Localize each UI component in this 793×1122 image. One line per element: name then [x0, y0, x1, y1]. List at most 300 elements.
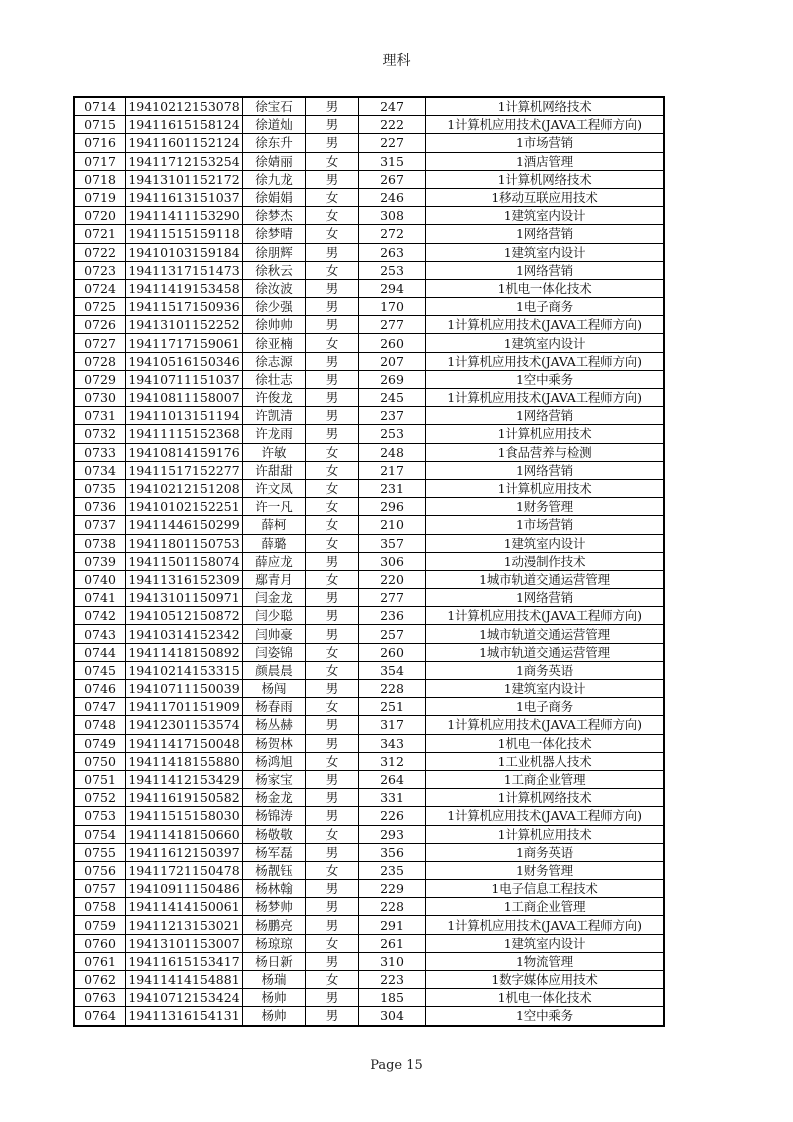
table-row: [74, 334, 664, 352]
major-cell: 1动漫制作技术: [426, 552, 665, 570]
major-cell: 1酒店管理: [426, 152, 665, 170]
score-cell: 207: [359, 352, 426, 370]
gender-cell: 女: [306, 152, 359, 170]
student-name-cell: 许敏: [243, 443, 306, 461]
major-cell: 1计算机应用技术: [426, 479, 665, 497]
score-cell: 317: [359, 716, 426, 734]
score-cell: 246: [359, 188, 426, 206]
exam-id-cell: 19410212153078: [126, 97, 243, 116]
table-row: [74, 552, 664, 570]
score-cell: 260: [359, 334, 426, 352]
student-name-cell: 徐志源: [243, 352, 306, 370]
table-row: [74, 770, 664, 788]
student-name-cell: 徐东升: [243, 134, 306, 152]
score-cell: 231: [359, 479, 426, 497]
score-cell: 253: [359, 261, 426, 279]
gender-cell: 女: [306, 825, 359, 843]
gender-cell: 男: [306, 916, 359, 934]
row-number-cell: 0763: [74, 989, 126, 1007]
exam-id-cell: 19411013151194: [126, 407, 243, 425]
exam-id-cell: 19410214153315: [126, 661, 243, 679]
table-row: [74, 843, 664, 861]
score-cell: 354: [359, 661, 426, 679]
table-row: [74, 807, 664, 825]
gender-cell: 女: [306, 534, 359, 552]
row-number-cell: 0755: [74, 843, 126, 861]
gender-cell: 男: [306, 716, 359, 734]
major-cell: 1工商企业管理: [426, 770, 665, 788]
exam-id-cell: 19411213153021: [126, 916, 243, 934]
major-cell: 1电子信息工程技术: [426, 880, 665, 898]
gender-cell: 男: [306, 770, 359, 788]
major-cell: 1建筑室内设计: [426, 680, 665, 698]
gender-cell: 男: [306, 734, 359, 752]
score-cell: 185: [359, 989, 426, 1007]
table-row: [74, 243, 664, 261]
table-row: [74, 479, 664, 497]
score-cell: 272: [359, 225, 426, 243]
major-cell: 1建筑室内设计: [426, 934, 665, 952]
row-number-cell: 0721: [74, 225, 126, 243]
student-name-cell: 闫帅豪: [243, 625, 306, 643]
row-number-cell: 0750: [74, 752, 126, 770]
student-name-cell: 杨春雨: [243, 698, 306, 716]
exam-id-cell: 19411721150478: [126, 861, 243, 879]
row-number-cell: 0762: [74, 971, 126, 989]
score-cell: 251: [359, 698, 426, 716]
score-cell: 315: [359, 152, 426, 170]
gender-cell: 男: [306, 1007, 359, 1026]
score-cell: 277: [359, 589, 426, 607]
table-row: [74, 680, 664, 698]
table-row: [74, 971, 664, 989]
gender-cell: 女: [306, 461, 359, 479]
gender-cell: 女: [306, 261, 359, 279]
exam-id-cell: 19411801150753: [126, 534, 243, 552]
major-cell: 1工商企业管理: [426, 898, 665, 916]
student-name-cell: 徐道灿: [243, 116, 306, 134]
major-cell: 1计算机网络技术: [426, 170, 665, 188]
gender-cell: 男: [306, 170, 359, 188]
row-number-cell: 0758: [74, 898, 126, 916]
major-cell: 1商务英语: [426, 843, 665, 861]
table-row: [74, 1007, 664, 1026]
exam-id-cell: 19413101153007: [126, 934, 243, 952]
major-cell: 1计算机网络技术: [426, 97, 665, 116]
gender-cell: 男: [306, 843, 359, 861]
row-number-cell: 0720: [74, 207, 126, 225]
gender-cell: 男: [306, 352, 359, 370]
score-cell: 237: [359, 407, 426, 425]
row-number-cell: 0724: [74, 279, 126, 297]
row-number-cell: 0728: [74, 352, 126, 370]
table-row: [74, 898, 664, 916]
exam-id-cell: 19411414150061: [126, 898, 243, 916]
gender-cell: 女: [306, 861, 359, 879]
student-name-cell: 杨日新: [243, 952, 306, 970]
row-number-cell: 0716: [74, 134, 126, 152]
row-number-cell: 0717: [74, 152, 126, 170]
table-row: [74, 789, 664, 807]
major-cell: 1城市轨道交通运营管理: [426, 570, 665, 588]
row-number-cell: 0752: [74, 789, 126, 807]
gender-cell: 女: [306, 207, 359, 225]
score-cell: 312: [359, 752, 426, 770]
row-number-cell: 0725: [74, 298, 126, 316]
score-cell: 217: [359, 461, 426, 479]
exam-id-cell: 19411517150936: [126, 298, 243, 316]
student-name-cell: 许凯清: [243, 407, 306, 425]
exam-id-cell: 19411701151909: [126, 698, 243, 716]
row-number-cell: 0754: [74, 825, 126, 843]
major-cell: 1机电一体化技术: [426, 279, 665, 297]
major-cell: 1计算机应用技术(JAVA工程师方向): [426, 352, 665, 370]
major-cell: 1城市轨道交通运营管理: [426, 643, 665, 661]
gender-cell: 男: [306, 807, 359, 825]
major-cell: 1网络营销: [426, 407, 665, 425]
score-cell: 170: [359, 298, 426, 316]
score-cell: 248: [359, 443, 426, 461]
student-name-cell: 许一凡: [243, 498, 306, 516]
student-name-cell: 徐梦晴: [243, 225, 306, 243]
exam-id-cell: 19410811158007: [126, 389, 243, 407]
score-cell: 260: [359, 643, 426, 661]
score-cell: 331: [359, 789, 426, 807]
major-cell: 1商务英语: [426, 661, 665, 679]
score-cell: 247: [359, 97, 426, 116]
table-row: [74, 589, 664, 607]
table-row: [74, 752, 664, 770]
gender-cell: 女: [306, 661, 359, 679]
table-row: [74, 370, 664, 388]
major-cell: 1计算机应用技术(JAVA工程师方向): [426, 316, 665, 334]
gender-cell: 男: [306, 552, 359, 570]
exam-id-cell: 19411515159118: [126, 225, 243, 243]
gender-cell: 男: [306, 989, 359, 1007]
exam-id-cell: 19411317151473: [126, 261, 243, 279]
score-cell: 261: [359, 934, 426, 952]
score-cell: 263: [359, 243, 426, 261]
table-row: [74, 825, 664, 843]
student-name-cell: 许文凤: [243, 479, 306, 497]
exam-id-cell: 19411316154131: [126, 1007, 243, 1026]
major-cell: 1市场营销: [426, 516, 665, 534]
exam-id-cell: 19413101152252: [126, 316, 243, 334]
student-name-cell: 徐秋云: [243, 261, 306, 279]
score-cell: 264: [359, 770, 426, 788]
score-cell: 222: [359, 116, 426, 134]
major-cell: 1电子商务: [426, 298, 665, 316]
gender-cell: 男: [306, 952, 359, 970]
gender-cell: 女: [306, 971, 359, 989]
table-row: [74, 952, 664, 970]
score-cell: 304: [359, 1007, 426, 1026]
gender-cell: 男: [306, 589, 359, 607]
gender-cell: 女: [306, 443, 359, 461]
table-row: [74, 443, 664, 461]
row-number-cell: 0745: [74, 661, 126, 679]
score-cell: 277: [359, 316, 426, 334]
row-number-cell: 0764: [74, 1007, 126, 1026]
gender-cell: 女: [306, 479, 359, 497]
major-cell: 1建筑室内设计: [426, 207, 665, 225]
row-number-cell: 0760: [74, 934, 126, 952]
row-number-cell: 0743: [74, 625, 126, 643]
table-row: [74, 734, 664, 752]
student-name-cell: 徐宝石: [243, 97, 306, 116]
gender-cell: 男: [306, 625, 359, 643]
student-name-cell: 徐婧丽: [243, 152, 306, 170]
row-number-cell: 0741: [74, 589, 126, 607]
score-cell: 357: [359, 534, 426, 552]
gender-cell: 男: [306, 880, 359, 898]
roster-table: [73, 96, 665, 1027]
row-number-cell: 0722: [74, 243, 126, 261]
exam-id-cell: 19411613151037: [126, 188, 243, 206]
exam-id-cell: 19411115152368: [126, 425, 243, 443]
table-row: [74, 225, 664, 243]
score-cell: 210: [359, 516, 426, 534]
row-number-cell: 0726: [74, 316, 126, 334]
exam-id-cell: 19410711150039: [126, 680, 243, 698]
exam-id-cell: 19410212151208: [126, 479, 243, 497]
table-row: [74, 861, 664, 879]
student-name-cell: 许甜甜: [243, 461, 306, 479]
major-cell: 1工业机器人技术: [426, 752, 665, 770]
table-row: [74, 389, 664, 407]
gender-cell: 女: [306, 188, 359, 206]
exam-id-cell: 19411417150048: [126, 734, 243, 752]
score-cell: 253: [359, 425, 426, 443]
table-row: [74, 207, 664, 225]
score-cell: 296: [359, 498, 426, 516]
score-cell: 293: [359, 825, 426, 843]
exam-id-cell: 19410911150486: [126, 880, 243, 898]
major-cell: 1计算机应用技术(JAVA工程师方向): [426, 607, 665, 625]
gender-cell: 女: [306, 570, 359, 588]
score-cell: 226: [359, 807, 426, 825]
row-number-cell: 0735: [74, 479, 126, 497]
major-cell: 1物流管理: [426, 952, 665, 970]
exam-id-cell: 19411501158074: [126, 552, 243, 570]
gender-cell: 女: [306, 698, 359, 716]
student-name-cell: 杨靓钰: [243, 861, 306, 879]
row-number-cell: 0746: [74, 680, 126, 698]
table-row: [74, 880, 664, 898]
major-cell: 1建筑室内设计: [426, 534, 665, 552]
row-number-cell: 0714: [74, 97, 126, 116]
exam-id-cell: 19412301153574: [126, 716, 243, 734]
student-name-cell: 徐梦杰: [243, 207, 306, 225]
row-number-cell: 0737: [74, 516, 126, 534]
student-name-cell: 杨梦帅: [243, 898, 306, 916]
table-row: [74, 625, 664, 643]
gender-cell: 男: [306, 316, 359, 334]
table-row: [74, 407, 664, 425]
gender-cell: 女: [306, 498, 359, 516]
exam-id-cell: 19413101150971: [126, 589, 243, 607]
row-number-cell: 0759: [74, 916, 126, 934]
row-number-cell: 0719: [74, 188, 126, 206]
gender-cell: 男: [306, 407, 359, 425]
major-cell: 1市场营销: [426, 134, 665, 152]
exam-id-cell: 19411619150582: [126, 789, 243, 807]
gender-cell: 男: [306, 298, 359, 316]
row-number-cell: 0736: [74, 498, 126, 516]
major-cell: 1食品营养与检测: [426, 443, 665, 461]
row-number-cell: 0731: [74, 407, 126, 425]
score-cell: 228: [359, 680, 426, 698]
exam-id-cell: 19411712153254: [126, 152, 243, 170]
score-cell: 223: [359, 971, 426, 989]
major-cell: 1计算机应用技术(JAVA工程师方向): [426, 116, 665, 134]
row-number-cell: 0742: [74, 607, 126, 625]
table-row: [74, 698, 664, 716]
score-cell: 220: [359, 570, 426, 588]
student-name-cell: 徐壮志: [243, 370, 306, 388]
exam-id-cell: 19410711151037: [126, 370, 243, 388]
score-cell: 308: [359, 207, 426, 225]
major-cell: 1网络营销: [426, 261, 665, 279]
exam-id-cell: 19410814159176: [126, 443, 243, 461]
row-number-cell: 0757: [74, 880, 126, 898]
student-name-cell: 杨丛赫: [243, 716, 306, 734]
table-row: [74, 498, 664, 516]
table-row: [74, 607, 664, 625]
student-name-cell: 杨帅: [243, 989, 306, 1007]
major-cell: 1网络营销: [426, 589, 665, 607]
row-number-cell: 0718: [74, 170, 126, 188]
score-cell: 236: [359, 607, 426, 625]
major-cell: 1建筑室内设计: [426, 243, 665, 261]
table-row: [74, 534, 664, 552]
major-cell: 1机电一体化技术: [426, 989, 665, 1007]
exam-id-cell: 19410512150872: [126, 607, 243, 625]
table-row: [74, 279, 664, 297]
gender-cell: 女: [306, 225, 359, 243]
row-number-cell: 0734: [74, 461, 126, 479]
row-number-cell: 0740: [74, 570, 126, 588]
major-cell: 1计算机应用技术: [426, 425, 665, 443]
table-row: [74, 188, 664, 206]
score-cell: 229: [359, 880, 426, 898]
student-name-cell: 薛璐: [243, 534, 306, 552]
row-number-cell: 0738: [74, 534, 126, 552]
student-name-cell: 杨琼琼: [243, 934, 306, 952]
exam-id-cell: 19411515158030: [126, 807, 243, 825]
student-name-cell: 徐朋辉: [243, 243, 306, 261]
student-name-cell: 许龙雨: [243, 425, 306, 443]
score-cell: 245: [359, 389, 426, 407]
score-cell: 257: [359, 625, 426, 643]
major-cell: 1计算机应用技术: [426, 825, 665, 843]
table-row: [74, 989, 664, 1007]
row-number-cell: 0753: [74, 807, 126, 825]
student-name-cell: 薛应龙: [243, 552, 306, 570]
table-row: [74, 116, 664, 134]
student-name-cell: 徐汝波: [243, 279, 306, 297]
row-number-cell: 0727: [74, 334, 126, 352]
major-cell: 1空中乘务: [426, 1007, 665, 1026]
student-name-cell: 杨锦涛: [243, 807, 306, 825]
major-cell: 1电子商务: [426, 698, 665, 716]
row-number-cell: 0732: [74, 425, 126, 443]
student-name-cell: 闫姿锦: [243, 643, 306, 661]
major-cell: 1网络营销: [426, 461, 665, 479]
row-number-cell: 0723: [74, 261, 126, 279]
gender-cell: 男: [306, 279, 359, 297]
row-number-cell: 0756: [74, 861, 126, 879]
page-title: 理科: [382, 53, 411, 69]
gender-cell: 男: [306, 607, 359, 625]
student-name-cell: 杨家宝: [243, 770, 306, 788]
major-cell: 1城市轨道交通运营管理: [426, 625, 665, 643]
table-row: [74, 461, 664, 479]
major-cell: 1移动互联应用技术: [426, 188, 665, 206]
score-cell: 310: [359, 952, 426, 970]
gender-cell: 女: [306, 334, 359, 352]
table-row: [74, 425, 664, 443]
exam-id-cell: 19410314152342: [126, 625, 243, 643]
row-number-cell: 0733: [74, 443, 126, 461]
table-row: [74, 661, 664, 679]
student-name-cell: 颜晨晨: [243, 661, 306, 679]
exam-id-cell: 19411316152309: [126, 570, 243, 588]
student-name-cell: 杨敬敬: [243, 825, 306, 843]
roster-table-body: [74, 97, 664, 1026]
row-number-cell: 0729: [74, 370, 126, 388]
exam-id-cell: 19411615153417: [126, 952, 243, 970]
exam-id-cell: 19411419153458: [126, 279, 243, 297]
score-cell: 356: [359, 843, 426, 861]
table-row: [74, 134, 664, 152]
gender-cell: 女: [306, 643, 359, 661]
exam-id-cell: 19411414154881: [126, 971, 243, 989]
exam-id-cell: 19411418155880: [126, 752, 243, 770]
score-cell: 294: [359, 279, 426, 297]
student-name-cell: 杨贺林: [243, 734, 306, 752]
gender-cell: 男: [306, 389, 359, 407]
major-cell: 1空中乘务: [426, 370, 665, 388]
row-number-cell: 0744: [74, 643, 126, 661]
gender-cell: 男: [306, 243, 359, 261]
row-number-cell: 0747: [74, 698, 126, 716]
gender-cell: 男: [306, 134, 359, 152]
exam-id-cell: 19411517152277: [126, 461, 243, 479]
student-name-cell: 许俊龙: [243, 389, 306, 407]
table-row: [74, 152, 664, 170]
score-cell: 291: [359, 916, 426, 934]
gender-cell: 女: [306, 934, 359, 952]
student-name-cell: 徐娟娟: [243, 188, 306, 206]
score-cell: 306: [359, 552, 426, 570]
exam-id-cell: 19411612150397: [126, 843, 243, 861]
student-name-cell: 鄢青月: [243, 570, 306, 588]
gender-cell: 女: [306, 516, 359, 534]
exam-id-cell: 19411412153429: [126, 770, 243, 788]
exam-id-cell: 19413101152172: [126, 170, 243, 188]
score-cell: 227: [359, 134, 426, 152]
table-row: [74, 316, 664, 334]
table-row: [74, 934, 664, 952]
major-cell: 1机电一体化技术: [426, 734, 665, 752]
student-name-cell: 杨闯: [243, 680, 306, 698]
major-cell: 1计算机应用技术(JAVA工程师方向): [426, 716, 665, 734]
table-row: [74, 716, 664, 734]
exam-id-cell: 19410103159184: [126, 243, 243, 261]
score-cell: 269: [359, 370, 426, 388]
exam-id-cell: 19411601152124: [126, 134, 243, 152]
